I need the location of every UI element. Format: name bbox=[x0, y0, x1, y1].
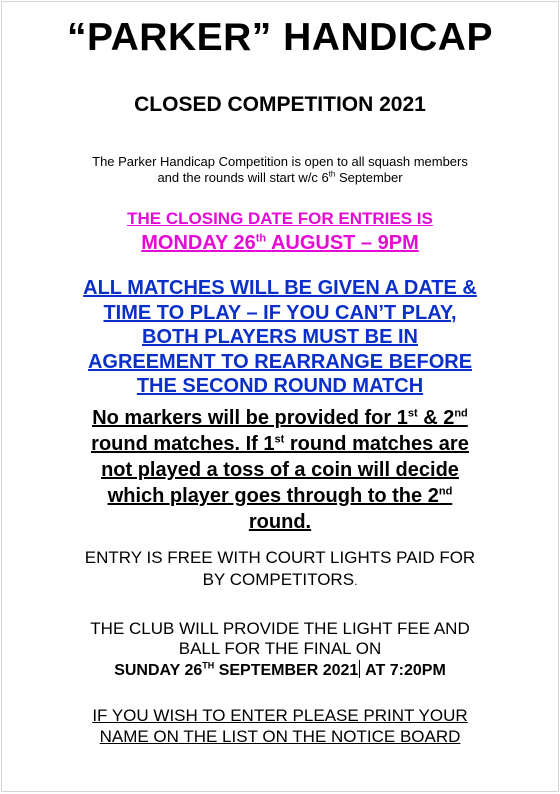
notice-line: TIME TO PLAY – IF YOU CAN’T PLAY, bbox=[103, 301, 457, 324]
rules-line: which player goes through to the 2nd bbox=[107, 485, 453, 507]
closing-date-value: MONDAY 26th AUGUST – 9PM bbox=[141, 232, 419, 254]
notice-line: ALL MATCHES WILL BE GIVEN A DATE & bbox=[83, 277, 477, 299]
closing-date-heading: THE CLOSING DATE FOR ENTRIES IS bbox=[127, 209, 433, 228]
rules-paragraph bbox=[2, 405, 558, 535]
entry-line-1: ENTRY IS FREE WITH COURT LIGHTS PAID FOR bbox=[84, 548, 476, 567]
club-paragraph bbox=[2, 619, 558, 659]
notice-line: THE SECOND ROUND MATCH bbox=[136, 375, 424, 397]
rules-line: round matches. If 1st round matches are bbox=[91, 433, 469, 455]
notice-line: AGREEMENT TO REARRANGE BEFORE bbox=[87, 350, 473, 373]
rules-line: round. bbox=[248, 511, 312, 533]
document-page bbox=[1, 1, 559, 792]
club-line-2: BALL FOR THE FINAL ON bbox=[178, 639, 382, 658]
notice-line: BOTH PLAYERS MUST BE IN bbox=[142, 326, 418, 348]
intro-paragraph bbox=[2, 154, 558, 186]
page-title: “PARKER” HANDICAP bbox=[67, 16, 493, 59]
entry-fee-paragraph bbox=[2, 547, 558, 592]
match-scheduling-notice bbox=[2, 276, 558, 399]
wish-line-1: IF YOU WISH TO ENTER PLEASE PRINT YOUR bbox=[92, 706, 468, 725]
rules-line: not played a toss of a coin will decide bbox=[101, 459, 459, 481]
rules-line: No markers will be provided for 1st & 2nd bbox=[92, 407, 468, 429]
entry-line-2: BY COMPETITORS. bbox=[202, 570, 358, 589]
entry-instructions bbox=[2, 705, 558, 747]
page-subtitle: CLOSED COMPETITION 2021 bbox=[134, 93, 426, 116]
wish-line-2: NAME ON THE LIST ON THE NOTICE BOARD bbox=[99, 727, 461, 746]
intro-line-1: The Parker Handicap Competition is open to all squash members bbox=[92, 154, 468, 169]
final-date: SUNDAY 26TH SEPTEMBER 2021 AT 7:20PM bbox=[114, 660, 446, 679]
intro-line-2: and the rounds will start w/c 6th September bbox=[157, 169, 403, 185]
club-line-1: THE CLUB WILL PROVIDE THE LIGHT FEE AND bbox=[90, 619, 470, 638]
